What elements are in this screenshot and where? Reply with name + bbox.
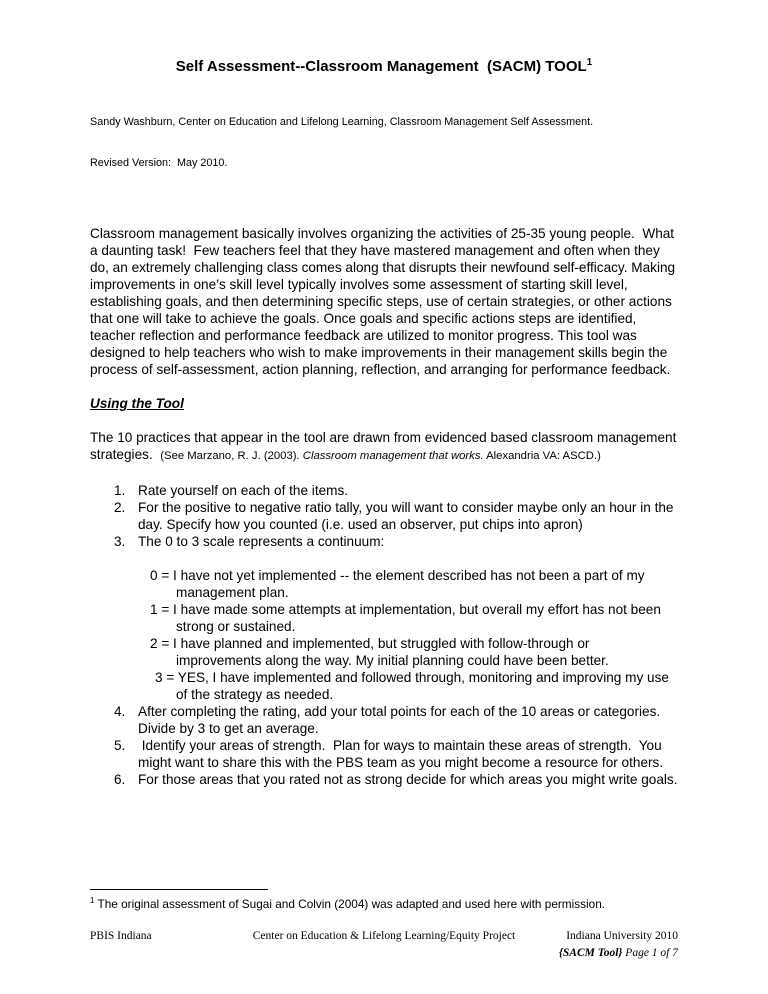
- list-item: [114, 703, 678, 737]
- footnote-ref: 1: [90, 896, 95, 906]
- citation-book-title: Classroom management that works.: [302, 450, 484, 462]
- page-bottom: [90, 889, 678, 960]
- instruction-list: [114, 482, 678, 788]
- practices-paragraph: [90, 429, 681, 465]
- footer-page-number: Page 1 of 7: [622, 947, 678, 959]
- footer-center: Center on Education & Lifelong Learning/Equity Project: [252, 930, 516, 942]
- scale-item-0: 0 = I have not yet implemented -- the element described has not been a part of my management plan.: [150, 568, 649, 600]
- list-number: 2.: [114, 500, 126, 515]
- list-text: For those areas that you rated not as strong decide for which areas you might write goals.: [138, 772, 678, 787]
- byline-line-1: Sandy Washburn, Center on Education and Lifelong Learning, Classroom Management Self Assessment.: [90, 116, 594, 128]
- list-item: [114, 499, 678, 533]
- list-number: 1.: [114, 483, 126, 498]
- list-text: The 0 to 3 scale represents a continuum:: [138, 534, 385, 549]
- page-title-text: Self Assessment--Classroom Management (SACM) TOOL: [175, 58, 587, 75]
- list-number: 6.: [114, 772, 126, 787]
- scale-item-2: 2 = I have planned and implemented, but struggled with follow-through or improvements along the way. My initial planning could have been better.: [150, 636, 609, 668]
- footnote-separator: [90, 889, 268, 890]
- footer-row: [90, 929, 678, 943]
- scale-item-3: 3 = YES, I have implemented and followed through, monitoring and improving my use of the strategy as needed.: [155, 670, 673, 702]
- list-text: Rate yourself on each of the items.: [138, 483, 349, 498]
- footer-page-label: [90, 946, 678, 960]
- page-footer: [90, 929, 678, 960]
- list-text: Identify your areas of strength. Plan for ways to maintain these areas of strength. You might want to share this with the PBS team as you might become a resource for others.: [138, 738, 666, 770]
- list-item: [114, 482, 678, 499]
- footer-doc-tag: {SACM Tool}: [558, 947, 623, 959]
- list-text: After completing the rating, add your total points for each of the 10 areas or categories. Divide by 3 to get an average.: [138, 704, 664, 736]
- byline: [90, 89, 678, 197]
- list-item: [114, 771, 678, 788]
- footer-right: Indiana University 2010: [566, 930, 678, 942]
- citation-prefix: (See Marzano, R. J. (2003).: [160, 450, 303, 462]
- page-title: [90, 58, 678, 76]
- list-number: 4.: [114, 704, 126, 719]
- scale-definitions: [150, 567, 678, 703]
- intro-paragraph: Classroom management basically involves organizing the activities of 25-35 young people. What a daunting task! Few teachers feel that they have mastered management and often when they do, an extremely challenging class comes along that disrupts their newfound self-efficacy. Making improvements in one’s skill level typically involves some assessment of starting skill level, establishing goals, and then determining specific steps, use of certain strategies, or other actions that one will take to achieve the goals. Once goals and specific actions steps are identified, teacher reflection and performance feedback are utilized to monitor progress. This tool was designed to help teachers who wish to make improvements in their management skills begin the process of self-assessment, action planning, reflection, and arranging for performance feedback.: [90, 226, 679, 377]
- list-item: [114, 737, 678, 771]
- list-number: 5.: [114, 738, 126, 753]
- practices-main-text: The 10 practices that appear in the tool are drawn from evidenced based classroom management strategies.: [90, 430, 681, 462]
- list-item: [114, 533, 678, 550]
- footnote-text: The original assessment of Sugai and Colvin (2004) was adapted and used here with permission.: [94, 897, 606, 911]
- citation-suffix: Alexandria VA: ASCD.): [483, 450, 601, 462]
- byline-line-2: Revised Version: May 2010.: [90, 156, 228, 169]
- list-text: For the positive to negative ratio tally, you will want to consider maybe only an hour in the day. Specify how you counted (i.e. used an observer, put chips into apron): [138, 500, 678, 532]
- footer-left: PBIS Indiana: [90, 930, 152, 942]
- list-number: 3.: [114, 534, 126, 549]
- title-footnote-ref: 1: [586, 57, 593, 68]
- scale-item-1: 1 = I have made some attempts at implementation, but overall my effort has not been strong or sustained.: [150, 602, 665, 634]
- footnote: [90, 897, 678, 911]
- section-heading: Using the Tool: [90, 396, 184, 411]
